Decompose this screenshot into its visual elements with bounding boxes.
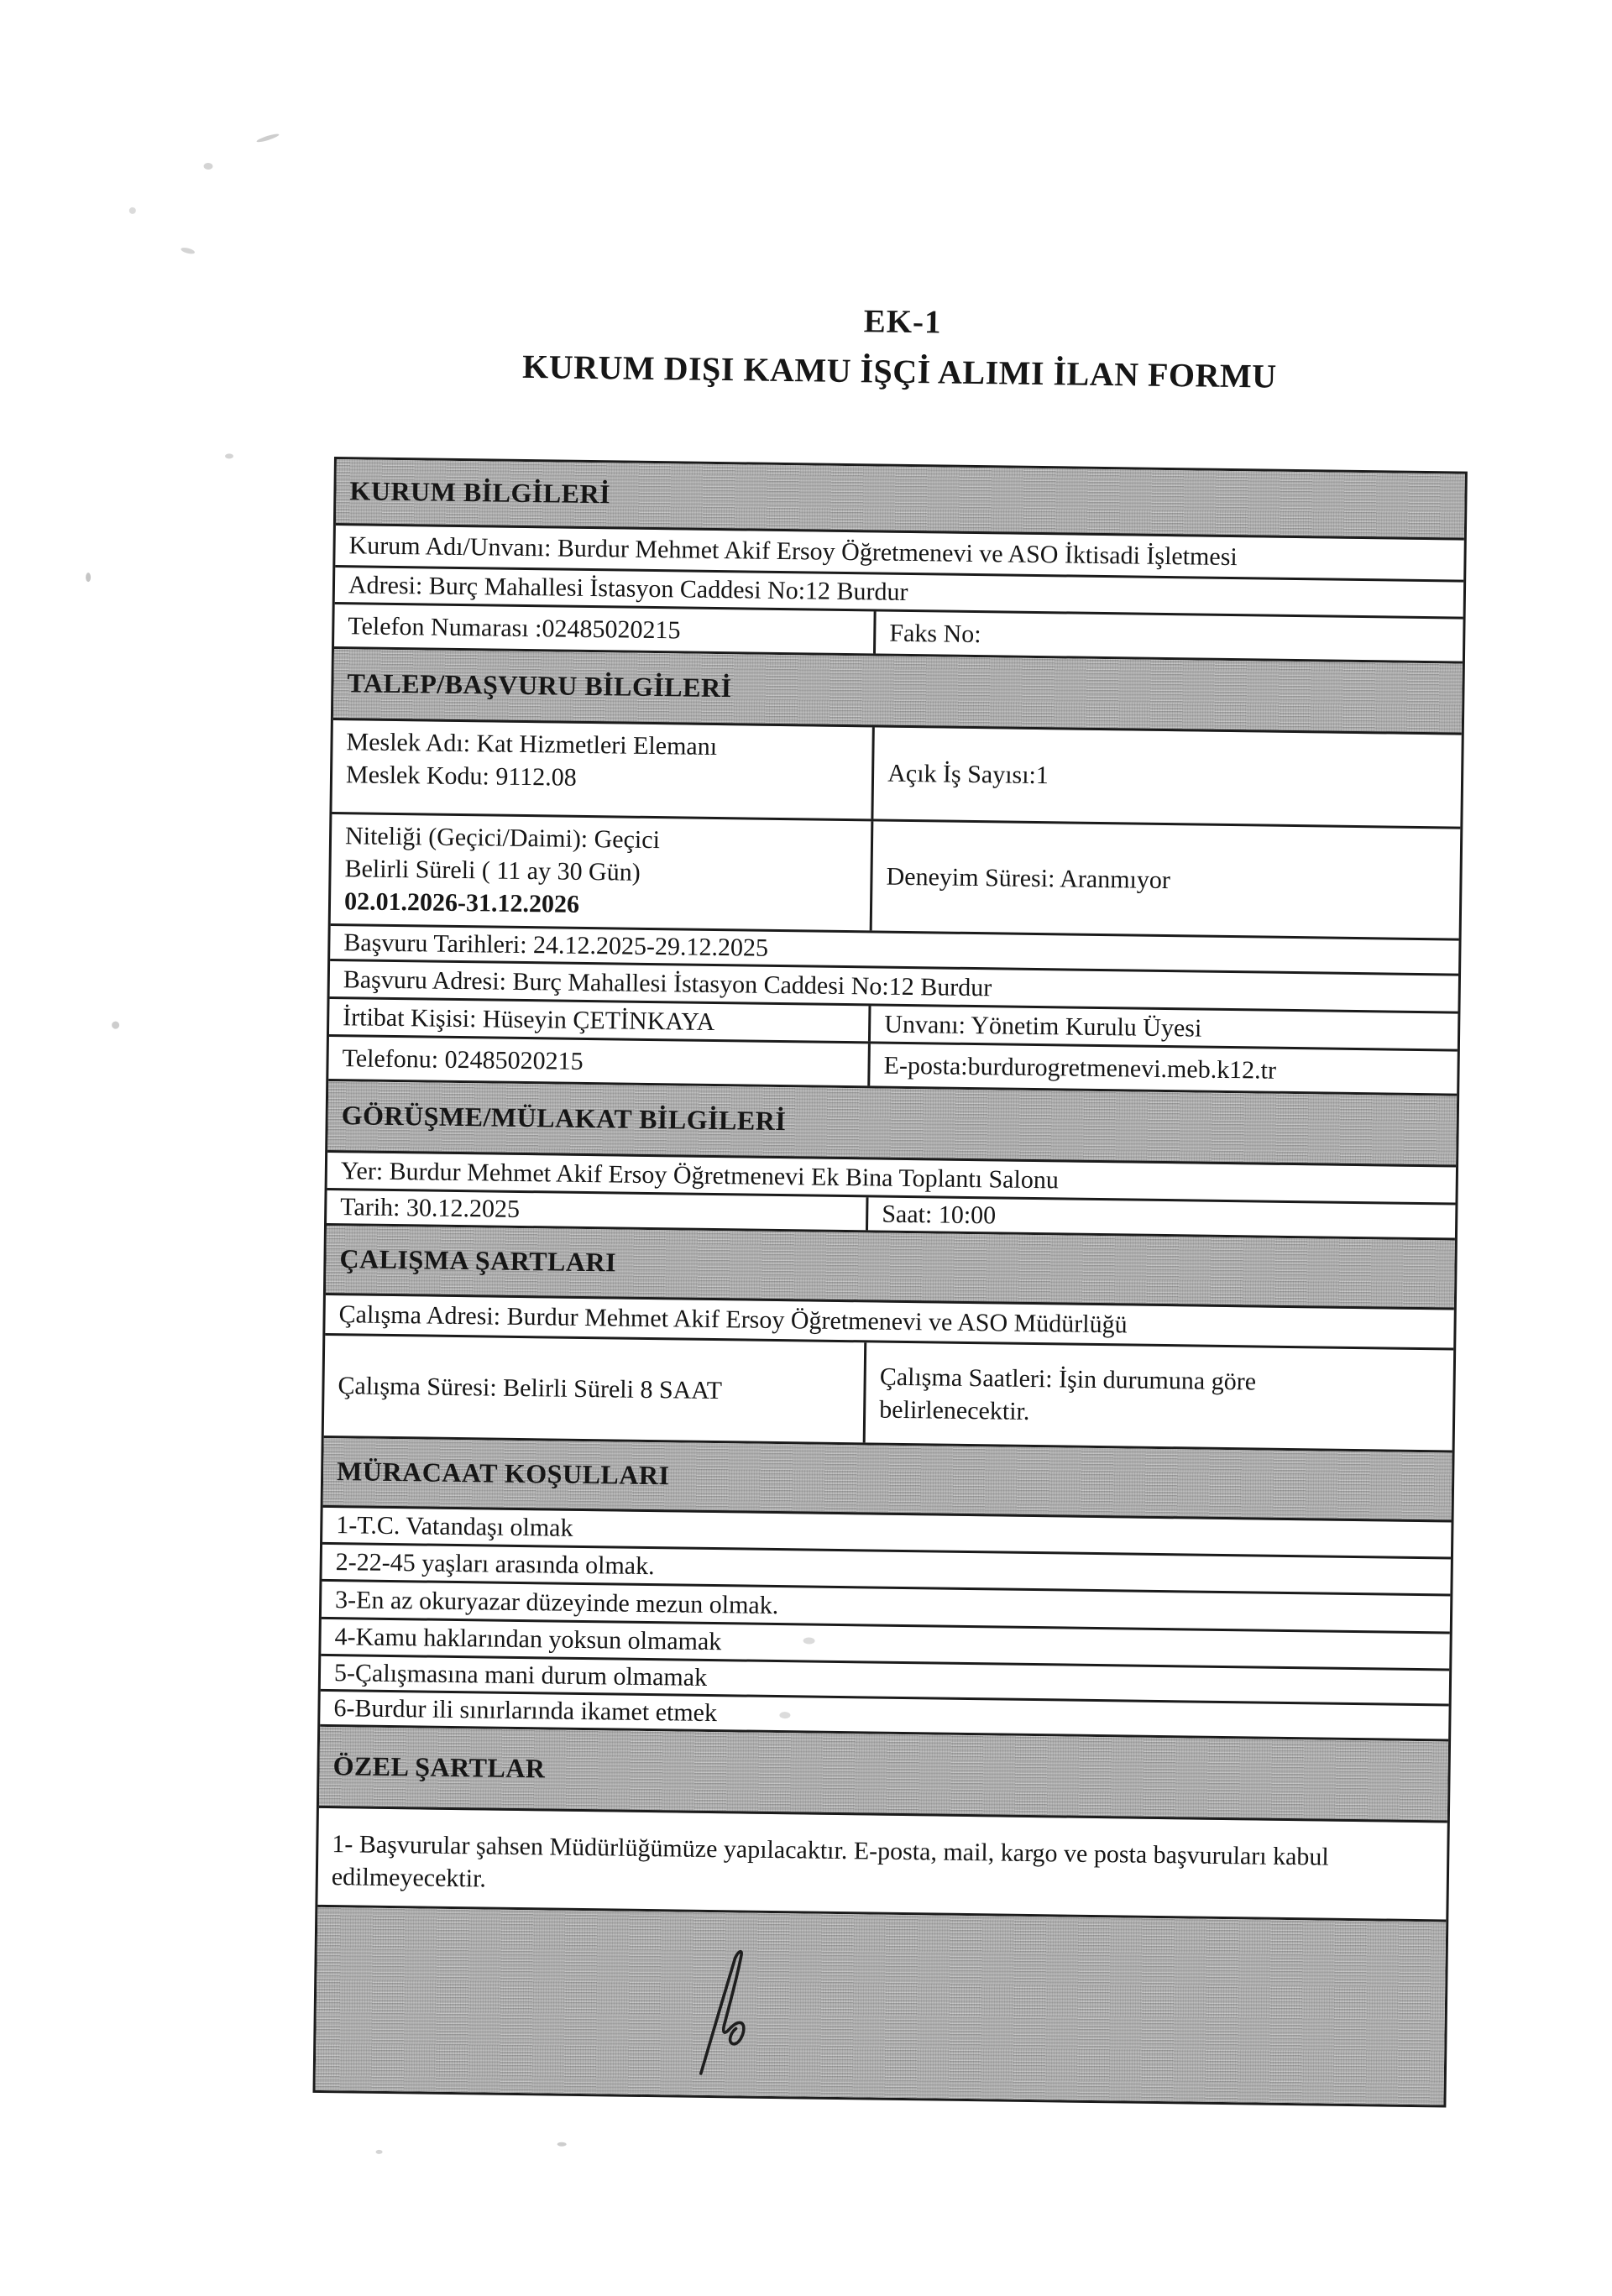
condition-item: 2-22-45 yaşları arasında olmak.: [335, 1548, 655, 1581]
field-faks-no: Faks No:: [889, 619, 981, 648]
field-basvuru-adresi: Başvuru Adresi: Burç Mahallesi İstasyon Caddesi No:12 Burdur: [343, 965, 992, 1002]
field-eposta: E-posta:burdurogretmenevi.meb.k12.tr: [883, 1051, 1277, 1085]
field-niteligi: [331, 814, 874, 930]
scan-noise-speck: [779, 1712, 790, 1718]
scan-noise-speck: [557, 2142, 567, 2147]
field-niteligi-line2: Belirli Süreli ( 11 ay 30 Gün): [344, 855, 641, 886]
field-calisma-saatleri: [866, 1342, 1453, 1450]
field-basvuru-tarihleri: Başvuru Tarihleri: 24.12.2025-29.12.2025: [343, 928, 769, 962]
section-header-label: TALEP/BAŞVURU BİLGİLERİ: [347, 667, 732, 703]
field-yer: Yer: Burdur Mehmet Akif Ersoy Öğretmenevi Ek Bina Toplantı Salonu: [340, 1156, 1060, 1194]
field-saat: Saat: 10:00: [882, 1200, 997, 1230]
condition-item: 6-Burdur ili sınırlarında ikamet etmek: [333, 1694, 718, 1728]
field-deneyim-suresi: Deneyim Süresi: Aranmıyor: [886, 862, 1171, 894]
field-telefon-numarasi: Telefon Numarası :02485020215: [334, 604, 877, 653]
row-meslek: [332, 720, 1461, 829]
condition-item: 1-T.C. Vatandaşı olmak: [336, 1511, 573, 1542]
condition-item: 3-En az okuryazar düzeyinde mezun olmak.: [334, 1585, 779, 1619]
scan-noise-speck: [256, 133, 280, 144]
field-unvani: Unvanı: Yönetim Kurulu Üyesi: [884, 1010, 1202, 1043]
form-table: [312, 457, 1467, 2108]
field-niteligi-tarih-araligi: 02.01.2026-31.12.2026: [343, 887, 580, 918]
field-telefonu: Telefonu: 02485020215: [328, 1037, 871, 1085]
field-calisma-adresi: Çalışma Adresi: Burdur Mehmet Akif Ersoy Öğretmenevi ve ASO Müdürlüğü: [338, 1300, 1128, 1339]
signature-scribble-icon: [689, 1946, 771, 2085]
section-header-label: KURUM BİLGİLERİ: [349, 475, 611, 510]
field-tarih: Tarih: 30.12.2025: [327, 1190, 869, 1230]
field-adresi: Adresi: Burç Mahallesi İstasyon Caddesi No:12 Burdur: [348, 571, 908, 606]
scan-noise-speck: [112, 1022, 119, 1029]
field-niteligi-line1: Niteliği (Geçici/Daimi): Geçici: [344, 822, 661, 855]
scan-noise-speck: [203, 163, 212, 170]
scan-noise-speck: [225, 453, 233, 458]
scan-noise-speck: [376, 2150, 383, 2154]
field-kurum-adi: Kurum Adı/Unvanı: Burdur Mehmet Akif Ersoy Öğretmenevi ve ASO İktisadi İşletmesi: [348, 531, 1238, 572]
field-calisma-saatleri-text: Çalışma Saatleri: İşin durumuna göre belirlenecektir.: [879, 1362, 1257, 1425]
field-irtibat-kisisi: İrtibat Kişisi: Hüseyin ÇETİNKAYA: [329, 999, 871, 1041]
field-meslek-kodu: Meslek Kodu: 9112.08: [345, 761, 577, 792]
row-ozel-sart-1: [317, 1808, 1447, 1922]
form-code-title: EK-1: [863, 303, 942, 341]
condition-item: 4-Kamu haklarından yoksun olmamak: [334, 1623, 722, 1656]
signature-block: [316, 1907, 1447, 2105]
section-header-ozel-sartlar: [319, 1727, 1448, 1823]
field-meslek: [332, 720, 874, 819]
field-ozel-sart-1: 1- Başvurular şahsen Müdürlüğümüze yapılacaktır. E-posta, mail, kargo ve posta başvuruları kabul edilmeyecektir.: [331, 1829, 1329, 1893]
row-niteligi-deneyim: [331, 814, 1461, 941]
section-header-label: ÖZEL ŞARTLAR: [332, 1750, 546, 1784]
field-meslek-adi: Meslek Adı: Kat Hizmetleri Elemanı: [346, 728, 718, 761]
field-acik-is-sayisi: Açık İş Sayısı:1: [887, 759, 1049, 790]
field-calisma-suresi: Çalışma Süresi: Belirli Süreli 8 SAAT: [324, 1336, 867, 1442]
condition-item: 5-Çalışmasına mani durum olmamak: [333, 1659, 708, 1692]
row-calisma-suresi-saatleri: [324, 1336, 1453, 1453]
scan-noise-speck: [129, 207, 136, 214]
scan-noise-speck: [181, 247, 196, 255]
scan-noise-speck: [86, 573, 91, 582]
section-header-label: MÜRACAAT KOŞULLARI: [336, 1456, 670, 1491]
section-header-label: ÇALIŞMA ŞARTLARI: [339, 1243, 617, 1278]
page-title: KURUM DIŞI KAMU İŞÇİ ALIMI İLAN FORMU: [521, 347, 1277, 395]
scan-noise-speck: [803, 1637, 815, 1644]
section-header-label: GÖRÜŞME/MÜLAKAT BİLGİLERİ: [341, 1100, 787, 1137]
